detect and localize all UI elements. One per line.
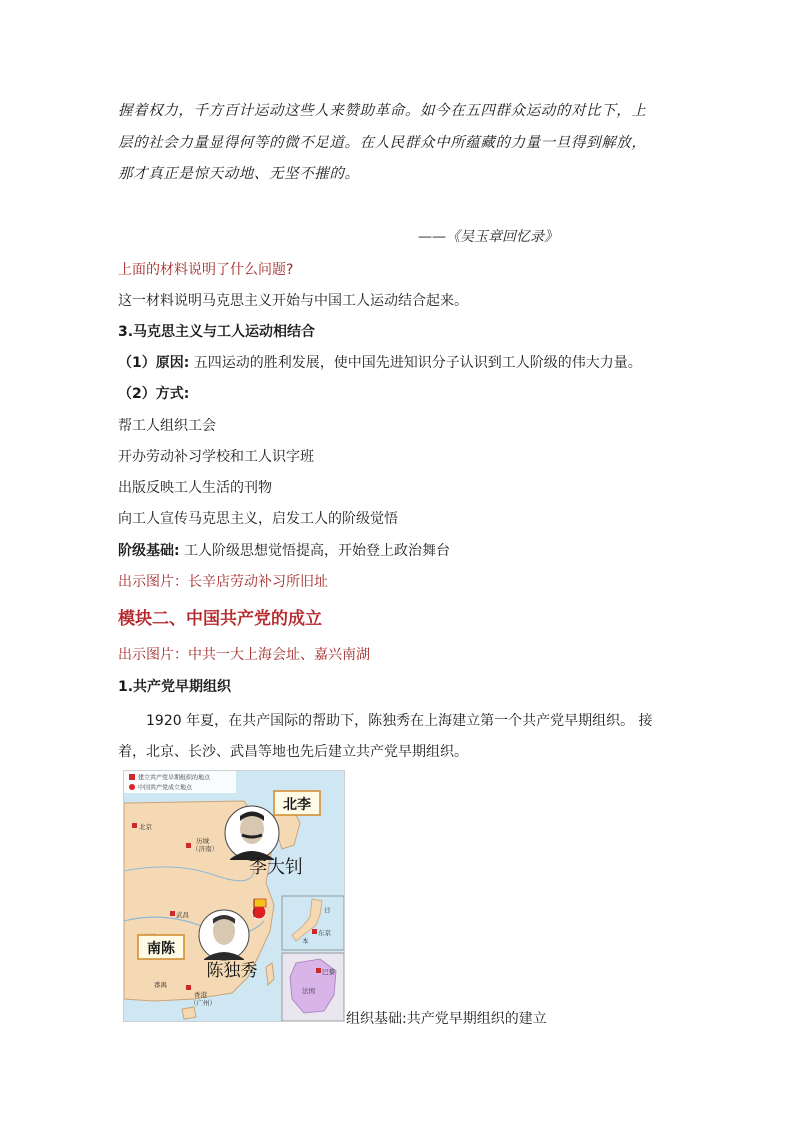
beijing-marker-icon [132,823,137,828]
party-flag-icon [254,899,266,907]
city-wuchang: 武昌 [176,911,189,919]
legend-label-1: 建立共产党早期组织的地点 [138,774,211,782]
paris-marker-icon [316,968,321,973]
method-item-3: 出版反映工人生活的刊物 [118,480,272,496]
class-basis-label: 阶级基础: [118,543,180,559]
early-org-paragraph [118,706,678,768]
li-dazhao-name: 李大钊 [249,857,303,878]
class-basis-text: 工人阶级思想觉悟提高，开始登上政治舞台 [184,543,451,559]
tokyo-marker-icon [312,929,317,934]
city-hongkong: 香港 [194,991,207,999]
li-face [240,814,264,844]
quote-line-2: 层的社会力量显得何等的微不足道。在人民群众中所蕴藏的力量一旦得到解放， [118,134,647,151]
city-licheng: 历城 [196,837,209,845]
north-li-label: 北李 [283,797,311,813]
question-text: 上面的材料说明了什么问题? [118,262,294,278]
map-svg [124,771,344,1021]
quote-line-3: 那才真正是惊天动地、无坚不摧的。 [118,166,360,182]
class-basis-line [118,540,450,560]
city-tokyo: 东京 [318,929,331,937]
france-label: 法国 [302,987,315,995]
city-guangzhou: （广州） [190,999,216,1007]
answer-text: 这一材料说明马克思主义开始与中国工人运动结合起来。 [118,293,468,309]
south-chen-label: 南陈 [147,941,175,957]
reason-label: （1）原因: [118,355,190,371]
method-item-4: 向工人宣传马克思主义，启发工人的阶级觉悟 [118,511,398,527]
city-beijing: 北京 [139,823,152,831]
legend-early-org-icon [129,774,135,780]
subsection-title: 1.共产党早期组织 [118,679,232,695]
picture-note-2: 出示图片：中共一大上海会址、嘉兴南湖 [118,647,370,663]
caption-text: 共产党早期组织的建立 [406,1011,547,1027]
paragraph-line-1: 1920 年夏，在共产国际的帮助下，陈独秀在上海建立第一个共产党早期组织。 接 [146,713,653,729]
reason-text: 五四运动的胜利发展，使中国先进知识分子认识到工人阶级的伟大力量。 [193,355,642,371]
wuchang-marker-icon [170,911,175,916]
city-paris: 巴黎 [322,968,335,976]
reason-line [118,352,642,372]
module-2-heading: 模块二、中国共产党的成立 [118,609,322,629]
method-item-1: 帮工人组织工会 [118,418,216,434]
chen-duxiu-name: 陈独秀 [206,961,258,981]
method-label: （2）方式: [118,386,190,402]
city-jinan: （济南） [192,845,218,853]
method-item-2: 开办劳动补习学校和工人识字班 [118,449,314,465]
city-panyu: 番禺 [154,981,167,989]
quote-source: ——《吴玉章回忆录》 [418,229,558,245]
japan-label-ri: 日 [324,906,331,914]
figure-caption [346,1008,547,1028]
taiwan-landmass [266,963,274,985]
picture-note-1: 出示图片：长辛店劳动补习所旧址 [118,574,328,590]
legend-party-founding-icon [129,784,135,790]
caption-label: 组织基础: [346,1011,407,1027]
history-map-figure [123,770,345,1022]
legend-label-2: 中国共产党成立地点 [138,784,193,792]
quote-line-1: 握着权力，千方百计运动这些人来赞助革命。如今在五四群众运动的对比下，上 [118,103,647,119]
hainan-landmass [182,1007,196,1019]
licheng-marker-icon [186,843,191,848]
japan-label-ben: 本 [302,937,309,945]
paragraph-line-2: 着，北京、长沙、武昌等地也先后建立共产党早期组织。 [118,744,468,760]
panyu-marker-icon [186,985,191,990]
section-3-title: 3.马克思主义与工人运动相结合 [118,324,316,340]
quote-block [118,96,678,191]
